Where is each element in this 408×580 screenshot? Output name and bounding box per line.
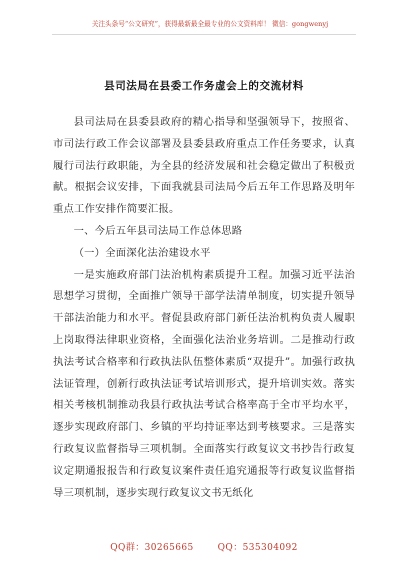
footer <box>0 540 408 553</box>
paragraph-body: 一是实施政府部门法治机构素质提升工程。加强习近平法治思想学习贯彻，全面推广领导干部学法清单制度，切实提升领导干部法治能力和水平。督促县政府部门新任法治机构负责人履职上岗取得法律职业资格，全面强化法治业务培训。二是推动行政执法考试合格率和行政执法队伍整体素质“双提升”。加强行政执法证管理，创新行政执法证考试培训形式，提升培训实效。落实相关考核机制推动我县行政执法考试合格率高于全市平均水平，逐步实现政府部门、乡镇的平均持证率达到考核要求。三是落实行政复议监督指导三项机制。全面落实行政复议文书抄告行政复议定期通报报告和行政复议案件责任追究通报等行政复议监督指导三项机制，逐步实现行政复议文书无纸化 <box>53 268 355 499</box>
footer-qq: QQ：535304092 <box>217 543 298 553</box>
section-heading: 一、今后五年县司法局工作总体思路 <box>73 224 243 237</box>
document-title: 县司法局在县委工作务虚会上的交流材料 <box>104 80 304 92</box>
subsection-heading: （一）全面深化法治建设水平 <box>73 246 211 259</box>
paragraph-intro: 县司法局在县委县政府的精心指导和坚强领导下，按照省、市司法行政工作会议部署及县委县政府重点工作任务要求，认真履行司法行政职能，为全县的经济发展和社会稳定做出了积极贡献。根据会议安排，下面我就县司法局今后五年工作思路及明年重点工作安排作简要汇报。 <box>53 116 355 216</box>
header-divider <box>52 34 356 35</box>
header-notice: 关注头条号“公文研究”，获得最新最全最专业的公文资料库！ 微信：gongwenyj <box>91 20 329 28</box>
footer-qq-group: QQ群：30265665 <box>110 543 194 553</box>
document-body <box>53 112 355 504</box>
